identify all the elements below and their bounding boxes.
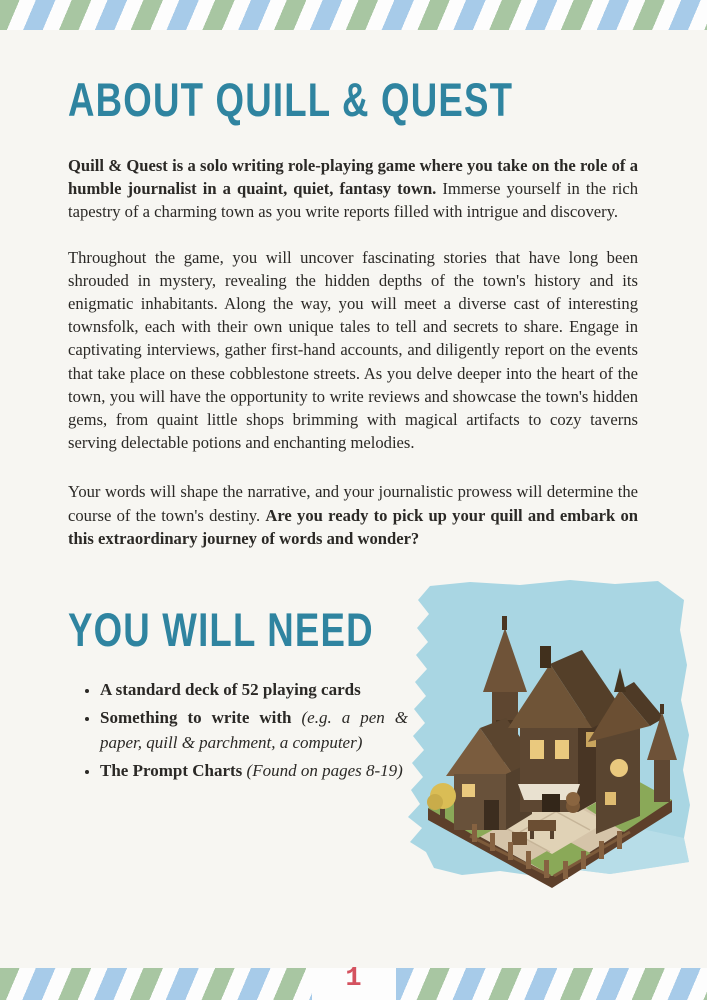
about-heading-text: ABOUT QUILL & QUEST	[68, 73, 514, 126]
about-paragraph-1	[68, 154, 638, 224]
you-will-need-heading-text: YOU WILL NEED	[68, 603, 374, 657]
list-item: • The Prompt Charts (Found on pages 8-19)	[100, 758, 408, 784]
about-paragraph-3-regular: Your words will shape the narrative, and your journalistic prowess will determine the course of the town's destiny.	[68, 482, 638, 525]
about-paragraph-3-bold: Are you ready to pick up your quill and embark on this extraordinary journey of words and wonder?	[68, 505, 638, 548]
about-section-heading	[68, 73, 638, 126]
you-will-need-list	[68, 677, 408, 783]
town-illustration	[400, 570, 702, 898]
list-item: • Something to write with (e.g. a pen & paper, quill & parchment, a computer)	[100, 705, 408, 756]
decorative-stripe-border-top	[0, 0, 707, 30]
page-number: 1	[345, 964, 362, 994]
about-paragraph-1-bold: Quill & Quest is a solo writing role-playing game where you take on the role of a humble journalist in a quaint, quiet, fantasy town.	[68, 156, 638, 199]
about-paragraph-3	[68, 480, 638, 550]
list-item: • A standard deck of 52 playing cards	[100, 677, 408, 703]
about-paragraph-2: Throughout the game, you will uncover fascinating stories that have long been shrouded in mystery, revealing the hidden depths of the town's history and its enigmatic inhabitants. Along the way, you will meet a diverse cast of interesting townsfolk, each with their own unique tales to tell and secrets to share. Engage in captivating interviews, gather first-hand accounts, and diligently report on the events that take place on these cobblestone streets. As you delve deeper into the heart of the town, you will have the opportunity to write reviews and showcase the town's hidden gems, from quaint little shops brimming with magical artifacts to cozy taverns serving delectable potions and enchanting melodies.	[68, 247, 638, 453]
about-paragraph-1-regular: Immerse yourself in the rich tapestry of a charming town as you write reports filled with intrigue and discovery.	[68, 179, 638, 222]
